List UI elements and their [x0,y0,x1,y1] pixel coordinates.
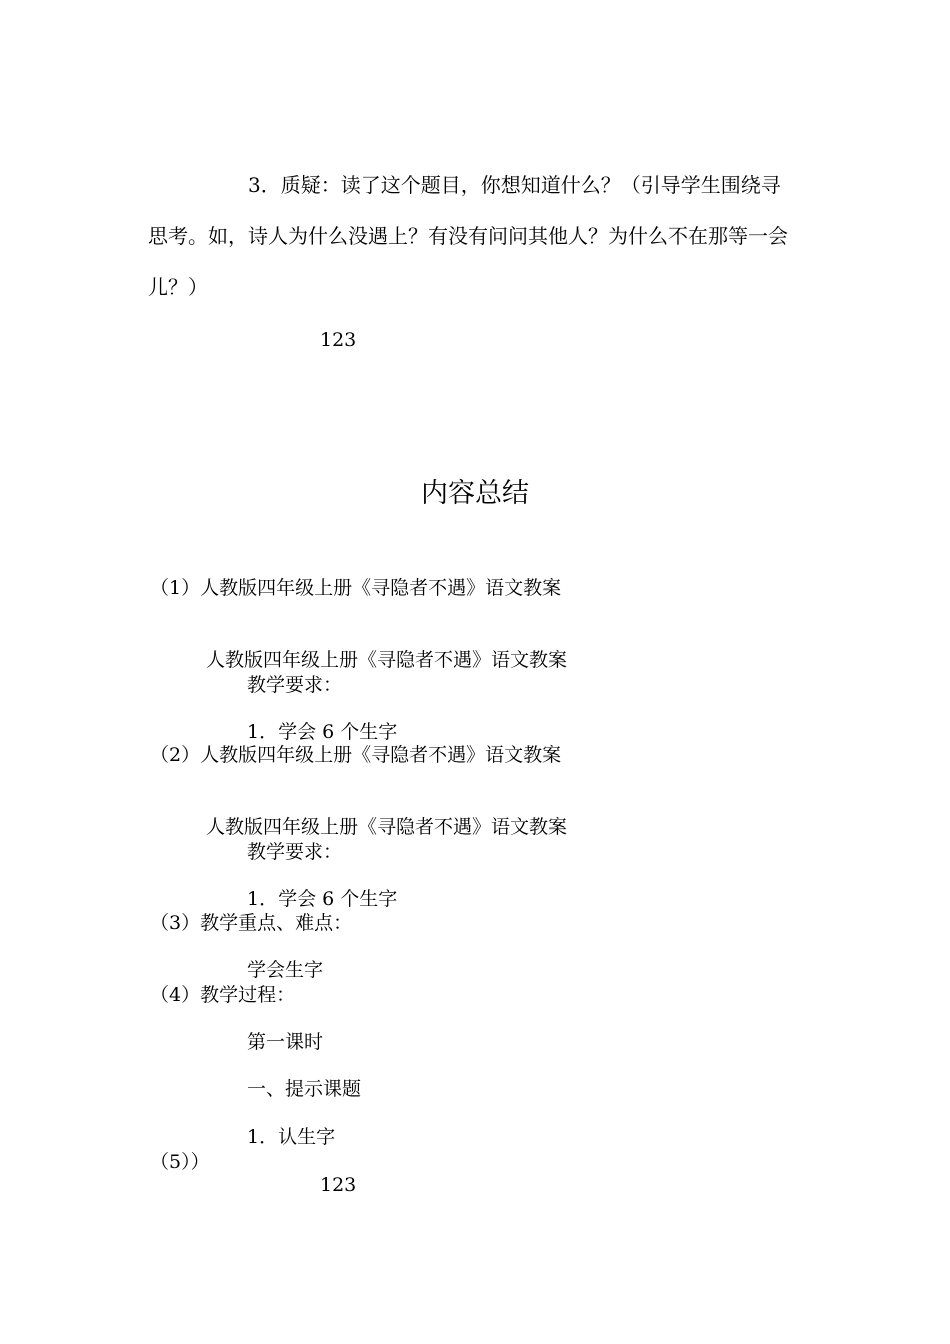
summary-item-1-line2: 教学要求： [247,674,343,696]
summary-page-marker: 123 [320,1174,357,1196]
summary-item-3-label: （3）教学重点、难点： [150,912,353,934]
summary-item-4-line3: 1．认生字 [247,1126,336,1148]
summary-item-5-label: （5）） [150,1151,210,1173]
summary-item-1-line1: 人教版四年级上册《寻隐者不遇》语文教案 [206,649,568,671]
summary-item-1-label: （1）人教版四年级上册《寻隐者不遇》语文教案 [150,577,562,599]
summary-item-2-line1: 人教版四年级上册《寻隐者不遇》语文教案 [206,816,568,838]
summary-item-4-line2: 一、提示课题 [247,1078,362,1100]
summary-item-4-line1: 第一课时 [247,1031,324,1053]
summary-item-3-line1: 学会生字 [247,959,324,981]
summary-item-1-line3: 1．学会 6 个生字 [247,721,398,743]
summary-title: 内容总结 [421,478,529,509]
question-paragraph: 3．质疑：读了这个题目，你想知道什么？（引导学生围绕寻思考。如，诗人为什么没遇上？有没有问问其他人？为什么不在那等一会儿？） [148,173,788,299]
summary-item-2-line2: 教学要求： [247,841,343,863]
summary-item-2-label: （2）人教版四年级上册《寻隐者不遇》语文教案 [150,744,562,766]
summary-item-4-label: （4）教学过程： [150,984,296,1006]
page-marker: 123 [320,329,357,351]
summary-item-2-line3: 1．学会 6 个生字 [247,888,398,910]
